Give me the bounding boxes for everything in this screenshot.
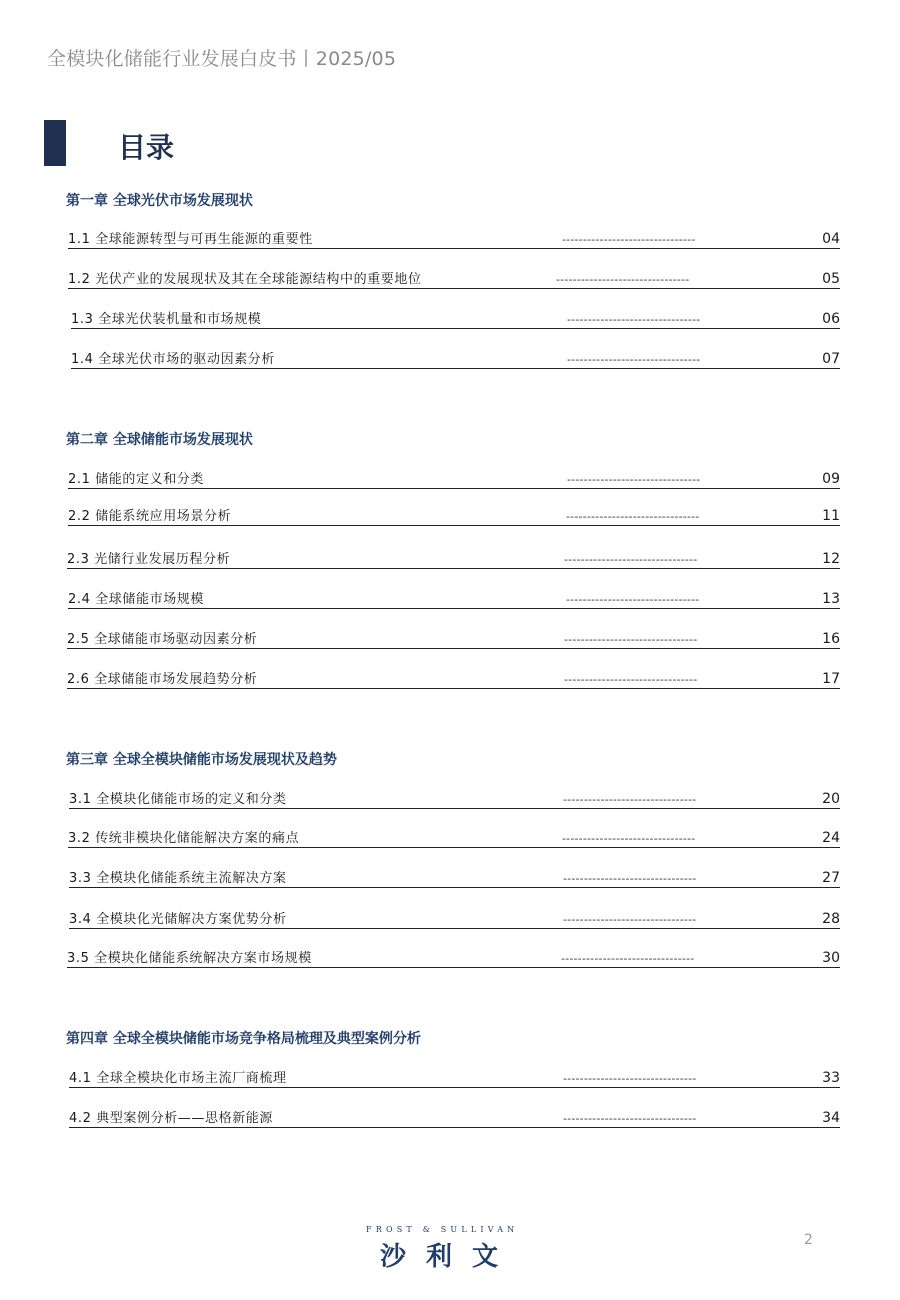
- toc-entry-3-5[interactable]: [67, 947, 840, 968]
- dot-leader: --------------------------------: [566, 593, 700, 606]
- toc-entry-page: 28: [822, 911, 840, 927]
- toc-entry-3-1[interactable]: [69, 788, 840, 809]
- dot-leader: --------------------------------: [564, 553, 698, 566]
- toc-entry-label: 2.2 储能系统应用场景分析: [68, 509, 232, 524]
- toc-entry-label: 2.5 全球储能市场驱动因素分析: [67, 632, 258, 647]
- toc-entry-page: 16: [822, 631, 840, 647]
- dot-leader: --------------------------------: [567, 353, 701, 366]
- dot-leader: --------------------------------: [563, 1112, 697, 1125]
- dot-leader: --------------------------------: [563, 1072, 697, 1085]
- toc-entry-3-4[interactable]: [69, 908, 840, 929]
- toc-entry-label: 4.1 全球全模块化市场主流厂商梳理: [69, 1071, 287, 1086]
- toc-entry-page: 12: [822, 551, 840, 567]
- toc-accent-bar: [44, 120, 66, 166]
- toc-entry-label: 3.5 全模块化储能系统解决方案市场规模: [67, 951, 312, 966]
- toc-entry-4-1[interactable]: [69, 1067, 840, 1088]
- toc-entry-page: 13: [822, 591, 840, 607]
- toc-entry-label: 2.1 储能的定义和分类: [68, 472, 205, 487]
- toc-entry-2-6[interactable]: [67, 668, 840, 689]
- toc-entry-2-5[interactable]: [67, 628, 840, 649]
- toc-entry-label: 3.3 全模块化储能系统主流解决方案: [69, 871, 287, 886]
- toc-entry-3-2[interactable]: [68, 827, 840, 848]
- toc-entry-label: 4.2 典型案例分析——思格新能源: [69, 1111, 274, 1126]
- dot-leader: --------------------------------: [567, 313, 701, 326]
- dot-leader: --------------------------------: [562, 832, 696, 845]
- toc-entry-page: 06: [822, 311, 840, 327]
- toc-entry-page: 04: [822, 231, 840, 247]
- page-number: 2: [804, 1232, 813, 1248]
- frost-sullivan-logo-chinese: 沙利文: [380, 1242, 519, 1272]
- dot-leader: --------------------------------: [564, 633, 698, 646]
- toc-entry-2-2[interactable]: [68, 505, 840, 526]
- toc-entry-page: 24: [822, 830, 840, 846]
- toc-entry-2-4[interactable]: [68, 588, 840, 609]
- dot-leader: --------------------------------: [563, 913, 697, 926]
- toc-entry-label: 2.6 全球储能市场发展趋势分析: [67, 672, 258, 687]
- dot-leader: --------------------------------: [563, 872, 697, 885]
- dot-leader: --------------------------------: [567, 473, 701, 486]
- toc-entry-page: 20: [822, 791, 840, 807]
- toc-entry-page: 09: [822, 471, 840, 487]
- toc-entry-page: 34: [822, 1110, 840, 1126]
- toc-entry-page: 11: [822, 508, 840, 524]
- toc-entry-1-3[interactable]: [71, 308, 840, 329]
- chapter-1-title: 第一章 全球光伏市场发展现状: [66, 193, 253, 209]
- toc-entry-2-3[interactable]: [67, 548, 840, 569]
- toc-entry-1-1[interactable]: [68, 228, 840, 249]
- toc-entry-label: 3.1 全模块化储能市场的定义和分类: [69, 792, 287, 807]
- toc-entry-page: 07: [822, 351, 840, 367]
- toc-entry-2-1[interactable]: [68, 468, 840, 489]
- toc-entry-label: 3.2 传统非模块化储能解决方案的痛点: [68, 831, 300, 846]
- dot-leader: --------------------------------: [561, 952, 695, 965]
- toc-heading: 目录: [118, 131, 175, 164]
- toc-entry-page: 27: [822, 870, 840, 886]
- toc-entry-page: 17: [822, 671, 840, 687]
- toc-entry-label: 1.4 全球光伏市场的驱动因素分析: [71, 352, 276, 367]
- toc-entry-4-2[interactable]: [69, 1107, 840, 1128]
- toc-entry-3-3[interactable]: [69, 867, 840, 888]
- toc-entry-label: 1.3 全球光伏装机量和市场规模: [71, 312, 262, 327]
- dot-leader: --------------------------------: [562, 233, 696, 246]
- dot-leader: --------------------------------: [563, 793, 697, 806]
- toc-entry-label: 1.1 全球能源转型与可再生能源的重要性: [68, 232, 313, 247]
- toc-entry-page: 30: [822, 950, 840, 966]
- toc-entry-1-2[interactable]: [68, 268, 840, 289]
- toc-entry-label: 3.4 全模块化光储解决方案优势分析: [69, 912, 287, 927]
- toc-entry-page: 33: [822, 1070, 840, 1086]
- toc-entry-label: 1.2 光伏产业的发展现状及其在全球能源结构中的重要地位: [68, 272, 422, 287]
- dot-leader: --------------------------------: [564, 673, 698, 686]
- chapter-2-title: 第二章 全球储能市场发展现状: [66, 432, 253, 448]
- chapter-3-title: 第三章 全球全模块储能市场发展现状及趋势: [66, 752, 337, 768]
- toc-entry-label: 2.4 全球储能市场规模: [68, 592, 205, 607]
- toc-entry-page: 05: [822, 271, 840, 287]
- toc-entry-label: 2.3 光储行业发展历程分析: [67, 552, 231, 567]
- frost-sullivan-logo-text: FROST & SULLIVAN: [366, 1225, 519, 1234]
- toc-entry-1-4[interactable]: [71, 348, 840, 369]
- dot-leader: --------------------------------: [556, 273, 690, 286]
- dot-leader: --------------------------------: [566, 510, 700, 523]
- chapter-4-title: 第四章 全球全模块储能市场竞争格局梳理及典型案例分析: [66, 1031, 421, 1047]
- document-header-title: 全模块化储能行业发展白皮书丨2025/05: [47, 48, 397, 70]
